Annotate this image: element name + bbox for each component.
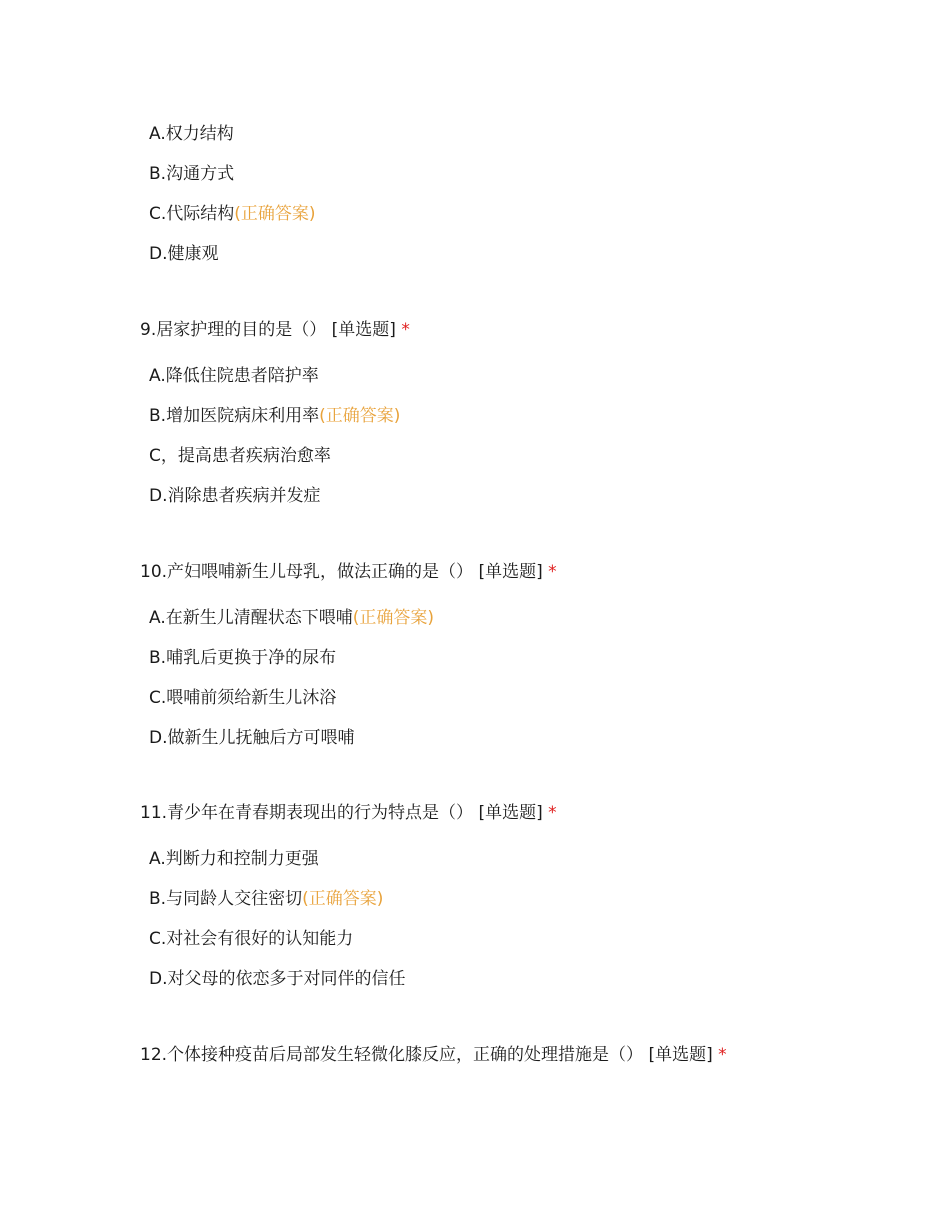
option-10d[interactable]: D.做新生儿抚触后方可喂哺	[149, 728, 355, 748]
question-10	[140, 560, 920, 750]
question-12	[140, 1043, 920, 1067]
question-8-options	[140, 122, 920, 266]
question-type: [单选题]	[331, 320, 396, 340]
option-11b[interactable]: B.与同龄人交往密切(正确答案)	[149, 889, 384, 909]
question-type: [单选题]	[478, 562, 543, 582]
correct-answer-tag: (正确答案)	[352, 608, 434, 628]
option-8c[interactable]: C.代际结构(正确答案)	[149, 204, 316, 224]
option-10a[interactable]: A.在新生儿清醒状态下喂哺(正确答案)	[149, 608, 434, 628]
question-12-stem: 12.个体接种疫苗后局部发生轻微化膝反应，正确的处理措施是（） [单选题] *	[140, 1045, 727, 1065]
option-8b[interactable]: B.沟通方式	[149, 164, 235, 184]
correct-answer-tag: (正确答案)	[234, 204, 316, 224]
option-11c[interactable]: C.对社会有很好的认知能力	[149, 929, 354, 949]
option-9a[interactable]: A.降低住院患者陪护率	[149, 366, 319, 386]
question-type: [单选题]	[648, 1045, 713, 1065]
option-9b[interactable]: B.增加医院病床利用率(正确答案)	[149, 406, 401, 426]
option-10c[interactable]: C.喂哺前须给新生儿沐浴	[149, 688, 337, 708]
required-mark: *	[548, 562, 557, 582]
question-type: [单选题]	[478, 803, 543, 823]
question-10-stem: 10.产妇喂哺新生儿母乳，做法正确的是（） [单选题] *	[140, 562, 557, 582]
correct-answer-tag: (正确答案)	[319, 406, 401, 426]
required-mark: *	[548, 803, 557, 823]
correct-answer-tag: (正确答案)	[302, 889, 384, 909]
option-8a[interactable]: A.权力结构	[149, 124, 234, 144]
question-9-stem: 9.居家护理的目的是（） [单选题] *	[140, 320, 410, 340]
question-11-stem: 11.青少年在青春期表现出的行为特点是（） [单选题] *	[140, 803, 557, 823]
question-11	[140, 801, 920, 991]
option-9d[interactable]: D.消除患者疾病并发症	[149, 486, 321, 506]
option-11a[interactable]: A.判断力和控制力更强	[149, 849, 319, 869]
option-10b[interactable]: B.哺乳后更换于净的尿布	[149, 648, 337, 668]
option-11d[interactable]: D.对父母的依恋多于对同伴的信任	[149, 969, 406, 989]
option-9c[interactable]: C，提高患者疾病治愈率	[149, 446, 331, 466]
option-8d[interactable]: D.健康观	[149, 244, 219, 264]
question-9	[140, 318, 920, 508]
required-mark: *	[718, 1045, 727, 1065]
required-mark: *	[401, 320, 410, 340]
